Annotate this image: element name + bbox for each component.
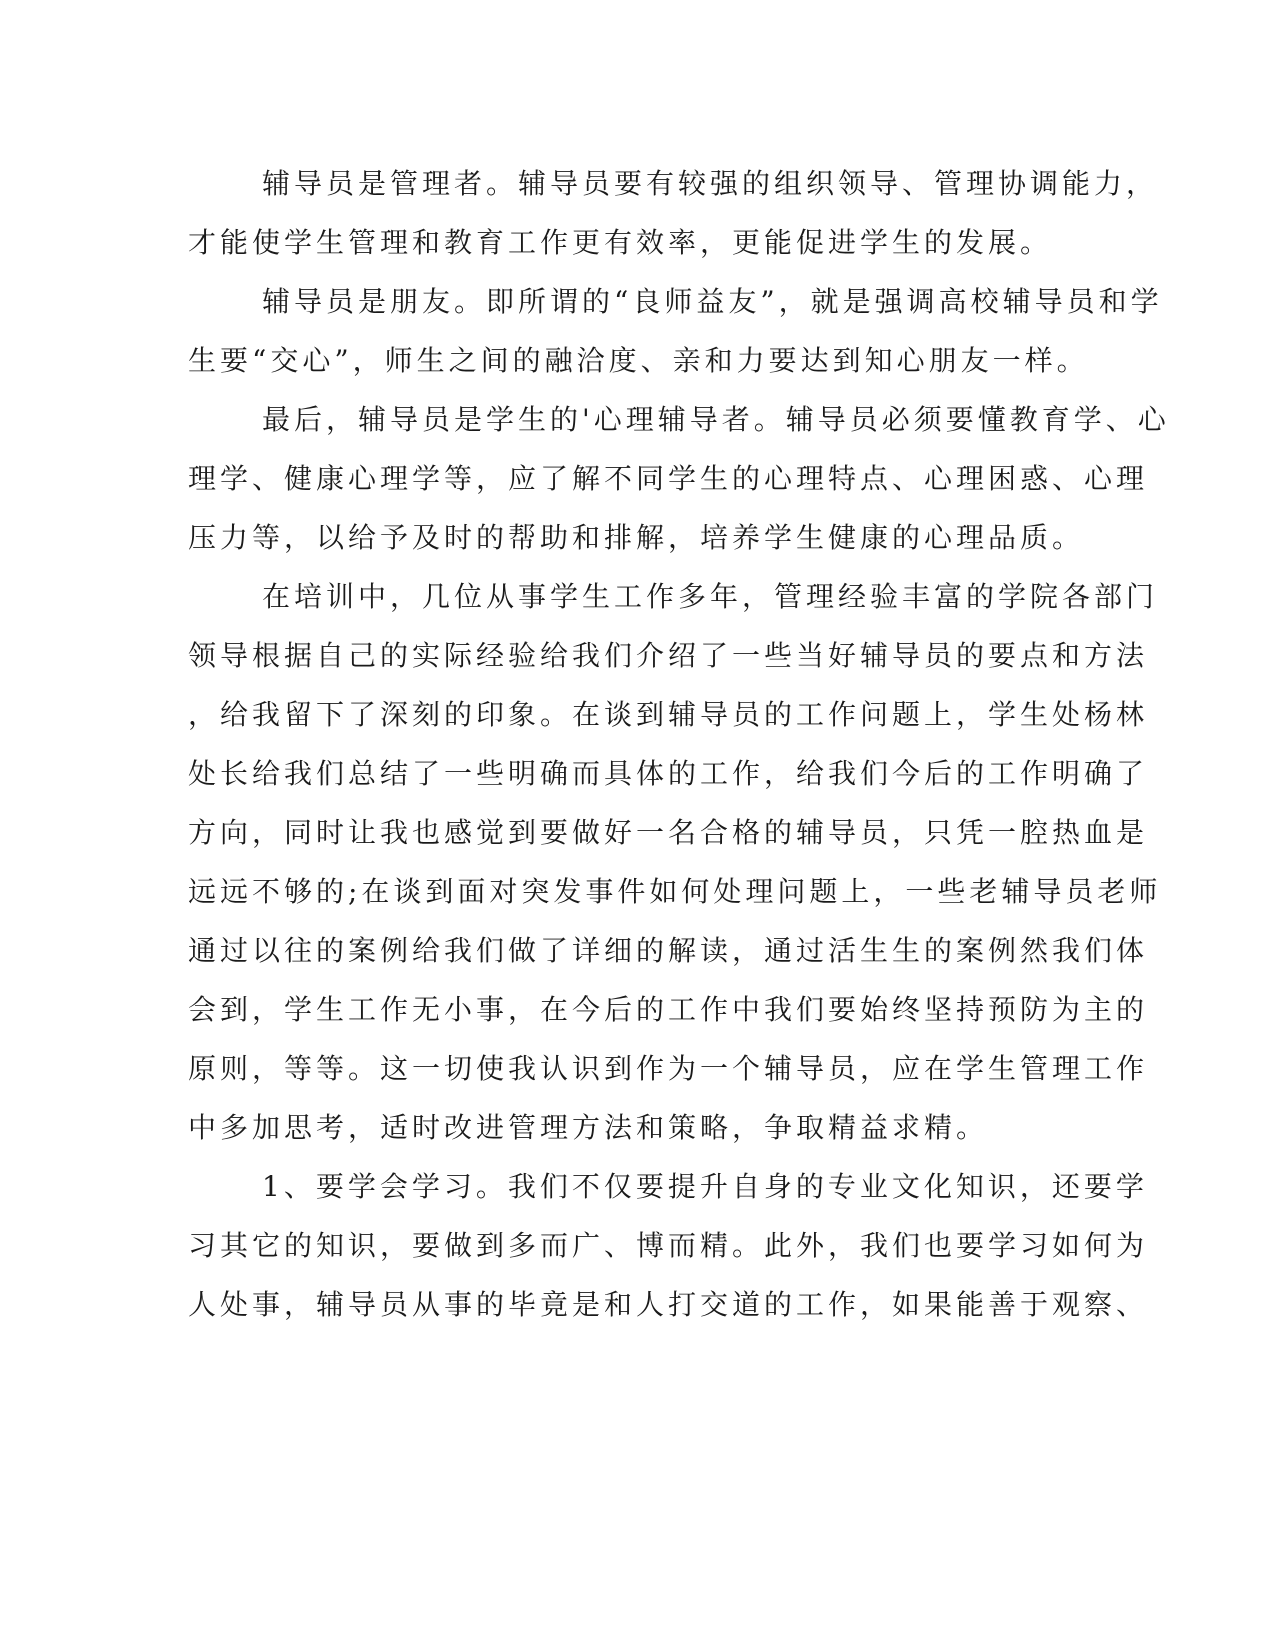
paragraph-line: 原则，等等。这一切使我认识到作为一个辅导员，应在学生管理工作: [188, 1052, 1149, 1085]
paragraph-line: 方向，同时让我也感觉到要做好一名合格的辅导员，只凭一腔热血是: [188, 816, 1149, 849]
paragraph-line: 处长给我们总结了一些明确而具体的工作，给我们今后的工作明确了: [188, 757, 1149, 790]
paragraph-line: 习其它的知识，要做到多而广、博而精。此外，我们也要学习如何为: [188, 1229, 1149, 1262]
paragraph-line: ，给我留下了深刻的印象。在谈到辅导员的工作问题上，学生处杨林: [188, 698, 1149, 731]
paragraph-line: 中多加思考，适时改进管理方法和策略，争取精益求精。: [188, 1111, 989, 1144]
document-body: [188, 154, 1170, 1334]
paragraph-line: 在培训中，几位从事学生工作多年，管理经验丰富的学院各部门: [262, 580, 1159, 613]
paragraph-line: 会到，学生工作无小事，在今后的工作中我们要始终坚持预防为主的: [188, 993, 1149, 1026]
paragraph-line: 生要“交心”，师生之间的融洽度、亲和力要达到知心朋友一样。: [188, 344, 1089, 377]
paragraph-line: 领导根据自己的实际经验给我们介绍了一些当好辅导员的要点和方法: [188, 639, 1149, 672]
paragraph-line: 才能使学生管理和教育工作更有效率，更能促进学生的发展。: [188, 226, 1053, 259]
paragraph-line: 辅导员是管理者。辅导员要有较强的组织领导、管理协调能力，: [262, 167, 1159, 200]
paragraph-line: 压力等，以给予及时的帮助和排解，培养学生健康的心理品质。: [188, 521, 1085, 554]
paragraph-line: 1、要学会学习。我们不仅要提升自身的专业文化知识，还要学: [262, 1170, 1148, 1203]
paragraph-line: 通过以往的案例给我们做了详细的解读，通过活生生的案例然我们体: [188, 934, 1149, 967]
paragraph-line: 辅导员是朋友。即所谓的“良师益友”，就是强调高校辅导员和学: [262, 285, 1163, 318]
paragraph-line: 远远不够的;在谈到面对突发事件如何处理问题上，一些老辅导员老师: [188, 875, 1162, 908]
paragraph-line: 人处事，辅导员从事的毕竟是和人打交道的工作，如果能善于观察、: [188, 1288, 1149, 1321]
paragraph-line: 最后，辅导员是学生的'心理辅导者。辅导员必须要懂教育学、心: [262, 403, 1170, 436]
paragraph-line: 理学、健康心理学等，应了解不同学生的心理特点、心理困惑、心理: [188, 462, 1149, 495]
